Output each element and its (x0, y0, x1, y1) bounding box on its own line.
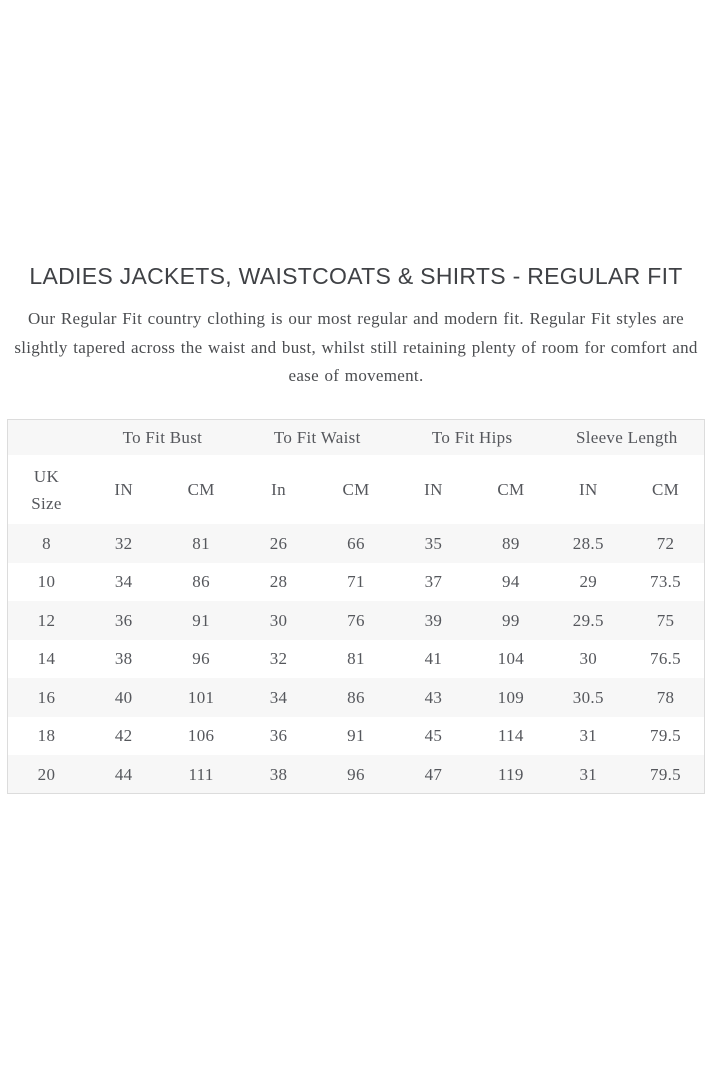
uk-size-header: UK Size (31, 466, 62, 513)
unit-header-cell: IN (424, 480, 443, 499)
measurement-cell: 96 (192, 649, 210, 669)
group-header-cell: To Fit Waist (273, 427, 361, 447)
measurement-cell: 31 (579, 764, 598, 784)
unit-header-cell: CM (497, 480, 525, 499)
uk-size-cell: 20 (37, 764, 56, 784)
measurement-cell: 30.5 (572, 687, 604, 707)
uk-size-cell: 10 (37, 572, 56, 592)
size-row (8, 563, 705, 602)
size-row (8, 601, 705, 640)
group-header-cell: Sleeve Length (575, 427, 678, 447)
measurement-cell: 42 (114, 726, 133, 746)
group-header-cell: To Fit Bust (122, 427, 203, 447)
measurement-cell: 39 (424, 610, 443, 630)
measurement-cell: 109 (497, 687, 525, 707)
measurement-cell: 71 (347, 572, 365, 592)
unit-header-cell: IN (579, 480, 598, 499)
measurement-cell: 36 (114, 610, 133, 630)
measurement-cell: 96 (347, 764, 365, 784)
measurement-cell: 106 (187, 726, 215, 746)
measurement-cell: 29 (579, 572, 598, 592)
top-whitespace (0, 0, 712, 261)
measurement-cell: 86 (192, 572, 210, 592)
measurement-cell: 104 (497, 649, 525, 669)
measurement-cell: 94 (502, 572, 520, 592)
size-table-container (7, 419, 705, 795)
group-header-cell: To Fit Hips (431, 427, 513, 447)
measurement-cell: 81 (347, 649, 365, 669)
measurement-cell: 35 (424, 533, 443, 553)
measurement-cell: 31 (579, 726, 598, 746)
group-header-row (8, 419, 705, 455)
measurement-cell: 76 (347, 610, 365, 630)
measurement-cell: 111 (188, 764, 214, 784)
measurement-cell: 43 (424, 687, 443, 707)
measurement-cell: 79.5 (650, 726, 681, 746)
measurement-cell: 28.5 (572, 533, 604, 553)
size-table (7, 419, 705, 795)
unit-header-cell: IN (114, 480, 133, 499)
measurement-cell: 114 (497, 726, 524, 746)
measurement-cell: 78 (656, 687, 675, 707)
measurement-cell: 72 (656, 533, 675, 553)
unit-header-cell: CM (342, 480, 370, 499)
size-row (8, 678, 705, 717)
measurement-cell: 34 (114, 572, 133, 592)
unit-header-cell: CM (651, 480, 680, 499)
group-header-cell (8, 419, 85, 455)
measurement-cell: 81 (192, 533, 210, 553)
column-header-row (8, 455, 705, 524)
unit-header-cell: CM (187, 480, 215, 499)
uk-size-cell: 18 (37, 726, 56, 746)
measurement-cell: 37 (424, 572, 443, 592)
uk-size-cell: 12 (37, 610, 56, 630)
measurement-cell: 32 (114, 533, 133, 553)
measurement-cell: 47 (424, 764, 443, 784)
measurement-cell: 44 (114, 764, 133, 784)
measurement-cell: 40 (114, 687, 133, 707)
measurement-cell: 73.5 (650, 572, 681, 592)
size-table-head (8, 419, 705, 524)
measurement-cell: 91 (347, 726, 365, 746)
size-row (8, 640, 705, 679)
measurement-cell: 76.5 (650, 649, 681, 669)
measurement-cell: 101 (187, 687, 215, 707)
measurement-cell: 38 (114, 649, 133, 669)
measurement-cell: 26 (269, 533, 288, 553)
uk-size-cell: 8 (42, 533, 51, 553)
size-row (8, 755, 705, 794)
page-title: LADIES JACKETS, WAISTCOATS & SHIRTS - REGULAR FIT (29, 263, 683, 289)
measurement-cell: 86 (347, 687, 365, 707)
measurement-cell: 34 (269, 687, 288, 707)
measurement-cell: 41 (424, 649, 443, 669)
size-table-body (8, 524, 705, 794)
size-row (8, 524, 705, 563)
measurement-cell: 66 (347, 533, 365, 553)
measurement-cell: 30 (579, 649, 598, 669)
measurement-cell: 29.5 (572, 610, 604, 630)
uk-size-cell: 16 (37, 687, 56, 707)
unit-header-cell: In (271, 480, 286, 499)
measurement-cell: 45 (424, 726, 443, 746)
measurement-cell: 119 (497, 764, 524, 784)
measurement-cell: 30 (269, 610, 288, 630)
measurement-cell: 75 (656, 610, 675, 630)
measurement-cell: 36 (269, 726, 288, 746)
measurement-cell: 32 (269, 649, 288, 669)
fit-description: Our Regular Fit country clothing is our most regular and modern fit. Regular Fit styles are slightly tapered across the waist and bust, whilst still retaining plenty of room for comfort and ease of movement. (14, 309, 698, 385)
measurement-cell: 28 (269, 572, 288, 592)
measurement-cell: 99 (502, 610, 520, 630)
measurement-cell: 38 (269, 764, 288, 784)
measurement-cell: 91 (192, 610, 210, 630)
measurement-cell: 89 (502, 533, 520, 553)
uk-size-cell: 14 (37, 649, 56, 669)
size-row (8, 717, 705, 756)
measurement-cell: 79.5 (650, 764, 681, 784)
